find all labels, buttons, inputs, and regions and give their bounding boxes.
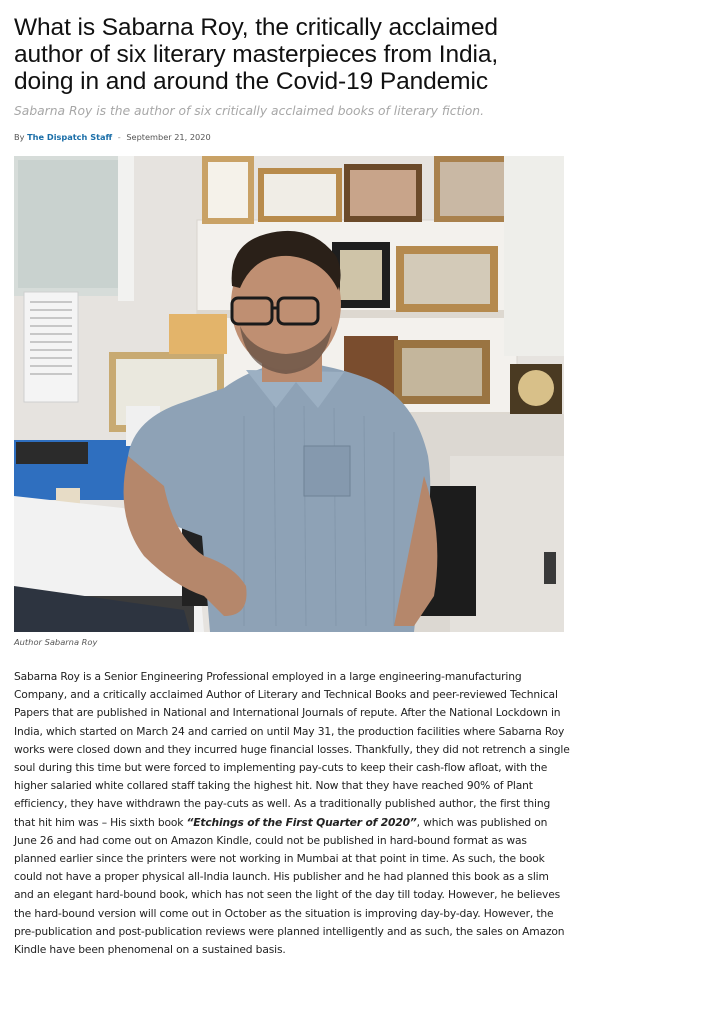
- body-text-part1: Sabarna Roy is a Senior Engineering Professional employed in a large engineering-manufacturing Company, and a critically acclaimed Author of Literary and Technical Books and peer-reviewed Technical Papers that are published in National and International Journals of repute. After the National Lockdown in India, which started on March 24 and carried on until May 31, the production facilities where Sabarna Roy works were closed down and they incurred huge financial losses. Thankfully, they did not retrench a single soul during this time but were forced to implementing pay-cuts to keep their cash-flow afloat, with the higher salaried white collared staff taking the highest hit. Now that they have reached 90% of Plant efficiency, they have withdrawn the pay-cuts as well. As a traditionally published author, the first thing that hit him was – His sixth book: [14, 670, 570, 829]
- byline-prefix: By: [14, 132, 25, 142]
- article-header: [14, 14, 564, 143]
- byline-separator: -: [117, 132, 121, 142]
- article-title: What is Sabarna Roy, the critically acclaimed author of six literary masterpieces from India, doing in and around the Covid-19 Pandemic: [14, 14, 499, 95]
- author-photo: [14, 156, 564, 632]
- book-title: “Etchings of the First Quarter of 2020”: [186, 815, 417, 829]
- article-body: [14, 668, 570, 959]
- article-subtitle: Sabarna Roy is the author of six critically acclaimed books of literary fiction.: [14, 104, 484, 118]
- body-text-part2: , which was published on June 26 and had come out on Amazon Kindle, could not be published in hard-bound format as was planned earlier since the printers were not working in Mumbai at that point in time. As such, the book could not have a proper physical all-India launch. His publisher and he had planned this book as a slim and an elegant hard-bound book, which has not seen the light of the day till today. However, he believes the hard-bound version will come out in October as the situation is improving day-by-day. However, the pre-publication and post-publication reviews were planned intelligently and as such, the sales on Amazon Kindle have been phenomenal on a sustained basis.: [14, 815, 565, 957]
- photo-caption: Author Sabarna Roy: [14, 637, 98, 647]
- byline: [14, 131, 564, 143]
- author-link[interactable]: The Dispatch Staff: [27, 132, 113, 142]
- publish-date: September 21, 2020: [126, 132, 211, 142]
